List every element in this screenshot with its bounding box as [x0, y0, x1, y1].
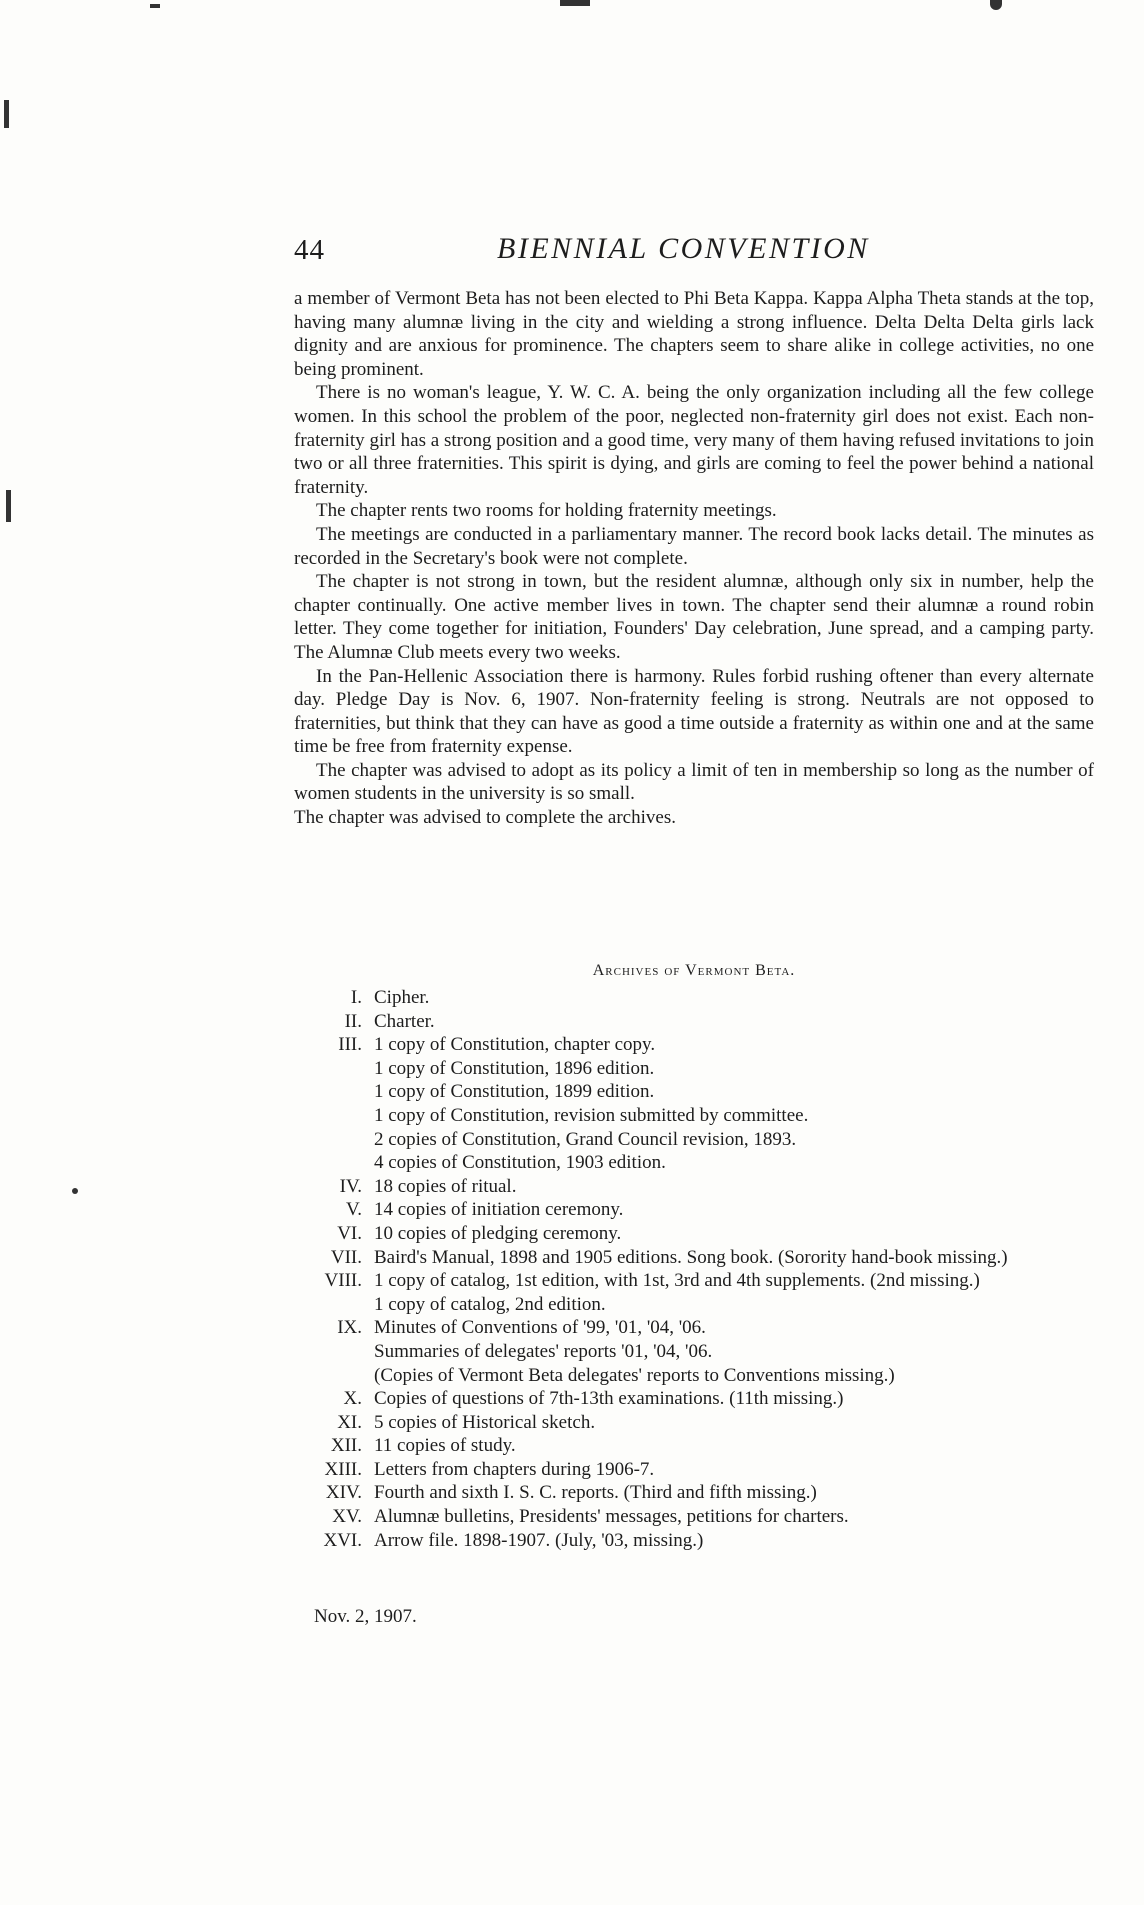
archive-entry-line: Letters from chapters during 1906-7. [374, 1458, 655, 1480]
archive-item [294, 986, 1102, 1010]
paragraph: a member of Vermont Beta has not been elected to Phi Beta Kappa. Kappa Alpha Theta stands at the top, having many alumnæ living in the city and wielding a strong influence. Delta Delta Delta girls lack dignity and are anxious for prominence. The chapters seem to share alike in college activities, no one being prominent. [294, 288, 1094, 380]
archive-entry-line: 1 copy of Constitution, revision submitted by committee. [374, 1104, 809, 1126]
archive-numeral: XV. [332, 1506, 362, 1528]
archive-numeral: X. [343, 1388, 362, 1410]
archive-entry [374, 1269, 1102, 1316]
paragraph: The chapter was advised to adopt as its policy a limit of ten in membership so long as the number of women students in the university is so small. [294, 759, 1094, 805]
archive-entry [374, 1010, 1102, 1034]
archive-entry-line: 11 copies of study. [374, 1435, 516, 1457]
archive-entry-line: 5 copies of Historical sketch. [374, 1411, 596, 1433]
page-number: 44 [294, 234, 325, 266]
paragraph: The chapter was advised to complete the archives. [294, 807, 676, 829]
page-header [0, 232, 1144, 272]
archive-entry-line: (Copies of Vermont Beta delegates' reports to Conventions missing.) [374, 1364, 895, 1386]
scan-artifact [6, 490, 11, 522]
archive-entry [374, 1246, 1102, 1270]
archives-list [294, 986, 1102, 1552]
paragraph: In the Pan-Hellenic Association there is harmony. Rules forbid rushing oftener than every alternate day. Pledge Day is Nov. 6, 1907. Non-fraternity feeling is strong. Neutrals are not opposed to fraternities, but think that they can have as good a time outside a fraternity as within one and at the same time be free from fraternity expense. [294, 665, 1094, 758]
scan-artifact [72, 1188, 78, 1194]
archive-item [294, 1505, 1102, 1529]
archive-entry-line: Copies of questions of 7th-13th examinations. (11th missing.) [374, 1388, 844, 1410]
archive-entry-line: 4 copies of Constitution, 1903 edition. [374, 1152, 666, 1174]
archive-item [294, 1316, 1102, 1387]
archive-entry-line: Alumnæ bulletins, Presidents' messages, petitions for charters. [374, 1506, 849, 1528]
archive-entry-line: 2 copies of Constitution, Grand Council revision, 1893. [374, 1128, 797, 1150]
archive-entry-line: 10 copies of pledging ceremony. [374, 1222, 622, 1244]
archive-entry-line: 1 copy of Constitution, 1896 edition. [374, 1057, 655, 1079]
running-title: BIENNIAL CONVENTION [497, 232, 870, 265]
archive-entry-line: Baird's Manual, 1898 and 1905 editions. Song book. (Sorority hand-book missing.) [374, 1246, 1008, 1268]
archive-item [294, 1246, 1102, 1270]
scan-artifact [4, 100, 9, 128]
archive-numeral: IX. [337, 1317, 362, 1339]
archive-numeral: XI. [337, 1411, 362, 1433]
archive-entry-line: 1 copy of Constitution, 1899 edition. [374, 1081, 655, 1103]
archive-numeral: II. [344, 1010, 362, 1032]
archive-entry-line: Arrow file. 1898-1907. (July, '03, missing.) [374, 1529, 704, 1551]
archive-entry [374, 986, 1102, 1010]
archive-entry [374, 1481, 1102, 1505]
archive-numeral: VII. [330, 1246, 362, 1268]
paragraph: There is no woman's league, Y. W. C. A. being the only organization including all the few college women. In this school the problem of the poor, neglected non-fraternity girl does not exist. Each non-fraternity girl has a strong position and a good time, very many of them having refused invitations to join two or all three fraternities. This spirit is dying, and girls are coming to feel the power behind a national fraternity. [294, 382, 1094, 498]
archive-numeral: VI. [337, 1222, 362, 1244]
archive-item [294, 1175, 1102, 1199]
archive-entry [374, 1387, 1102, 1411]
archive-entry [374, 1198, 1102, 1222]
archive-item [294, 1269, 1102, 1316]
archive-entry-line: 1 copy of catalog, 2nd edition. [374, 1293, 606, 1315]
body-text [294, 287, 1094, 830]
scan-artifact [990, 0, 1002, 10]
archive-entry [374, 1033, 1102, 1175]
archive-entry-line: Fourth and sixth I. S. C. reports. (Third and fifth missing.) [374, 1482, 817, 1504]
archive-entry-line: Cipher. [374, 987, 430, 1008]
archive-entry [374, 1434, 1102, 1458]
closing-date: Nov. 2, 1907. [314, 1606, 417, 1627]
archive-entry [374, 1175, 1102, 1199]
archive-item [294, 1434, 1102, 1458]
archive-entry-line: Summaries of delegates' reports '01, '04, '06. [374, 1340, 713, 1362]
scan-artifact [150, 4, 160, 8]
archive-entry [374, 1316, 1102, 1387]
paragraph: The chapter rents two rooms for holding fraternity meetings. [316, 500, 777, 522]
archive-numeral: V. [345, 1199, 362, 1221]
archive-item [294, 1010, 1102, 1034]
archive-entry-line: Charter. [374, 1010, 435, 1032]
paragraph: The meetings are conducted in a parliamentary manner. The record book lacks detail. The minutes as recorded in the Secretary's book were not complete. [294, 523, 1094, 569]
archive-entry [374, 1458, 1102, 1482]
archive-item [294, 1481, 1102, 1505]
archives-heading: Archives of Vermont Beta. [592, 962, 796, 979]
archive-item [294, 1222, 1102, 1246]
paragraph: The chapter is not strong in town, but the resident alumnæ, although only six in number, help the chapter continually. One active member lives in town. The chapter send their alumnæ a round robin letter. They come together for initiation, Founders' Day celebration, June spread, and a camping party. The Alumnæ Club meets every two weeks. [294, 571, 1094, 663]
archive-entry [374, 1505, 1102, 1529]
archive-numeral: IV. [339, 1175, 362, 1197]
archive-entry-line: 1 copy of catalog, 1st edition, with 1st, 3rd and 4th supplements. (2nd missing.) [374, 1270, 980, 1292]
archive-item [294, 1411, 1102, 1435]
archive-item [294, 1529, 1102, 1553]
archive-item [294, 1033, 1102, 1175]
archive-item [294, 1198, 1102, 1222]
archive-item [294, 1387, 1102, 1411]
archive-entry-line: Minutes of Conventions of '99, '01, '04, '06. [374, 1317, 706, 1339]
archive-numeral: XIV. [325, 1482, 362, 1504]
archive-numeral: XVI. [323, 1529, 362, 1551]
archive-numeral: XIII. [324, 1458, 362, 1480]
archive-item [294, 1458, 1102, 1482]
archive-numeral: XII. [330, 1435, 362, 1457]
archive-entry-line: 18 copies of ritual. [374, 1175, 517, 1197]
archive-entry [374, 1529, 1102, 1553]
archive-numeral: III. [338, 1034, 362, 1056]
archive-entry-line: 14 copies of initiation ceremony. [374, 1199, 624, 1221]
archive-numeral: I. [350, 987, 362, 1008]
archive-entry [374, 1222, 1102, 1246]
archive-numeral: VIII. [324, 1270, 362, 1292]
archive-entry-line: 1 copy of Constitution, chapter copy. [374, 1034, 656, 1056]
scan-artifact [560, 0, 590, 6]
archive-entry [374, 1411, 1102, 1435]
